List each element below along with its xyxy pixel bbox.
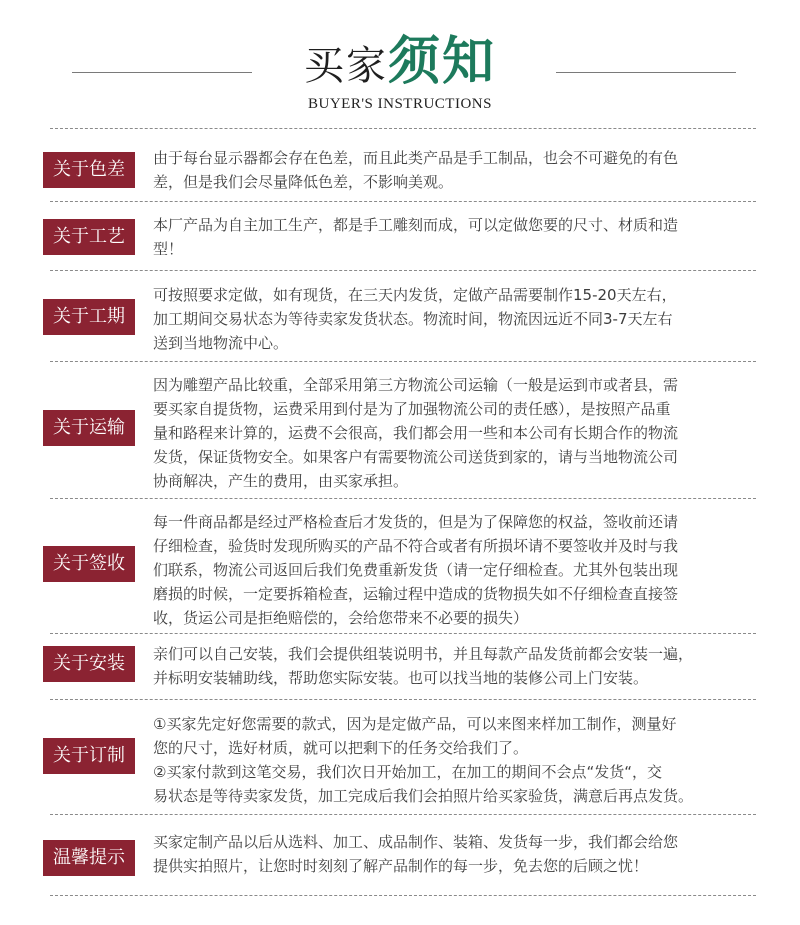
section-divider bbox=[50, 633, 756, 634]
section-divider bbox=[50, 895, 756, 896]
text-line: 送到当地物流中心。 bbox=[153, 334, 289, 352]
header-right-rule bbox=[556, 72, 736, 73]
section-text bbox=[153, 712, 763, 808]
section-divider bbox=[50, 814, 756, 815]
text-line: 提供实拍照片，让您时时刻刻了解产品制作的每一步，免去您的后顾之忧！ bbox=[153, 857, 649, 875]
text-line: 们联系，物流公司返回后我们免费重新发货（请一定仔细检查。尤其外包装出现 bbox=[153, 561, 679, 579]
section-label: 关于色差 bbox=[43, 152, 135, 188]
text-line: 量和路程来计算的，运费不会很高，我们都会用一些和本公司有长期合作的物流 bbox=[153, 424, 679, 442]
text-line: 协商解决，产生的费用，由买家承担。 bbox=[153, 472, 409, 490]
text-line: 亲们可以自己安装，我们会提供组装说明书，并且每款产品发货前都会安装一遍， bbox=[153, 645, 694, 663]
text-line: 本厂产品为自主加工生产，都是手工雕刻而成，可以定做您要的尺寸、材质和造 bbox=[153, 216, 679, 234]
page-header bbox=[0, 0, 800, 125]
section-label: 关于订制 bbox=[43, 738, 135, 774]
section-divider bbox=[50, 270, 756, 271]
text-line: 由于每台显示器都会存在色差，而且此类产品是手工制品，也会不可避免的有色 bbox=[153, 149, 679, 167]
section-text bbox=[153, 213, 763, 261]
text-line: 仔细检查，验货时发现所购买的产品不符合或者有所损坏请不要签收并及时与我 bbox=[153, 537, 679, 555]
title-part-1: 买家 bbox=[303, 43, 388, 89]
text-line: 发货，保证货物安全。如果客户有需要物流公司送货到家的，请与当地物流公司 bbox=[153, 448, 679, 466]
text-line: 因为雕塑产品比较重，全部采用第三方物流公司运输（一般是运到市或者县，需 bbox=[153, 376, 679, 394]
text-line: 型！ bbox=[153, 240, 184, 258]
text-line: 并标明安装辅助线，帮助您实际安装。也可以找当地的装修公司上门安装。 bbox=[153, 669, 649, 687]
title-part-2: 须知 bbox=[387, 31, 496, 92]
text-line: ①买家先定好您需要的款式，因为是定做产品，可以来图来样加工制作，测量好 bbox=[153, 715, 677, 733]
section-text bbox=[153, 283, 763, 355]
section-label: 关于工艺 bbox=[43, 219, 135, 255]
text-line: 买家定制产品以后从选料、加工、成品制作、装箱、发货每一步，我们都会给您 bbox=[153, 833, 679, 851]
section-label: 关于工期 bbox=[43, 299, 135, 335]
text-line: 可按照要求定做，如有现货，在三天内发货，定做产品需要制作15-20天左右， bbox=[153, 286, 677, 304]
section-divider bbox=[50, 699, 756, 700]
section-divider bbox=[50, 128, 756, 129]
text-line: 收，货运公司是拒绝赔偿的，会给您带来不必要的损失） bbox=[153, 609, 529, 627]
text-line: 每一件商品都是经过严格检查后才发货的，但是为了保障您的权益，签收前还请 bbox=[153, 513, 679, 531]
text-line: 易状态是等待卖家发货，加工完成后我们会拍照片给买家验货，满意后再点发货。 bbox=[153, 787, 694, 805]
section-text bbox=[153, 146, 763, 194]
section-label: 关于运输 bbox=[43, 410, 135, 446]
section-label: 温馨提示 bbox=[43, 840, 135, 876]
text-line: 磨损的时候，一定要拆箱检查，运输过程中造成的货物损失如不仔细检查直接签 bbox=[153, 585, 679, 603]
section-divider bbox=[50, 498, 756, 499]
text-line: 差，但是我们会尽量降低色差，不影响美观。 bbox=[153, 173, 454, 191]
section-text bbox=[153, 373, 763, 493]
section-text bbox=[153, 830, 763, 878]
section-text bbox=[153, 510, 763, 630]
section-text bbox=[153, 642, 763, 690]
text-line: 您的尺寸，选好材质，就可以把剩下的任务交给我们了。 bbox=[153, 739, 529, 757]
text-line: 加工期间交易状态为等待卖家发货状态。物流时间，物流因远近不同3-7天左右 bbox=[153, 310, 673, 328]
page-subtitle: BUYER'S INSTRUCTIONS bbox=[308, 96, 492, 112]
section-divider bbox=[50, 201, 756, 202]
section-label: 关于安装 bbox=[43, 646, 135, 682]
text-line: 要买家自提货物，运费采用到付是为了加强物流公司的责任感），是按照产品重 bbox=[153, 400, 671, 418]
text-line: ②买家付款到这笔交易，我们次日开始加工，在加工的期间不会点“发货“，交 bbox=[153, 763, 662, 781]
section-label: 关于签收 bbox=[43, 546, 135, 582]
section-divider bbox=[50, 361, 756, 362]
